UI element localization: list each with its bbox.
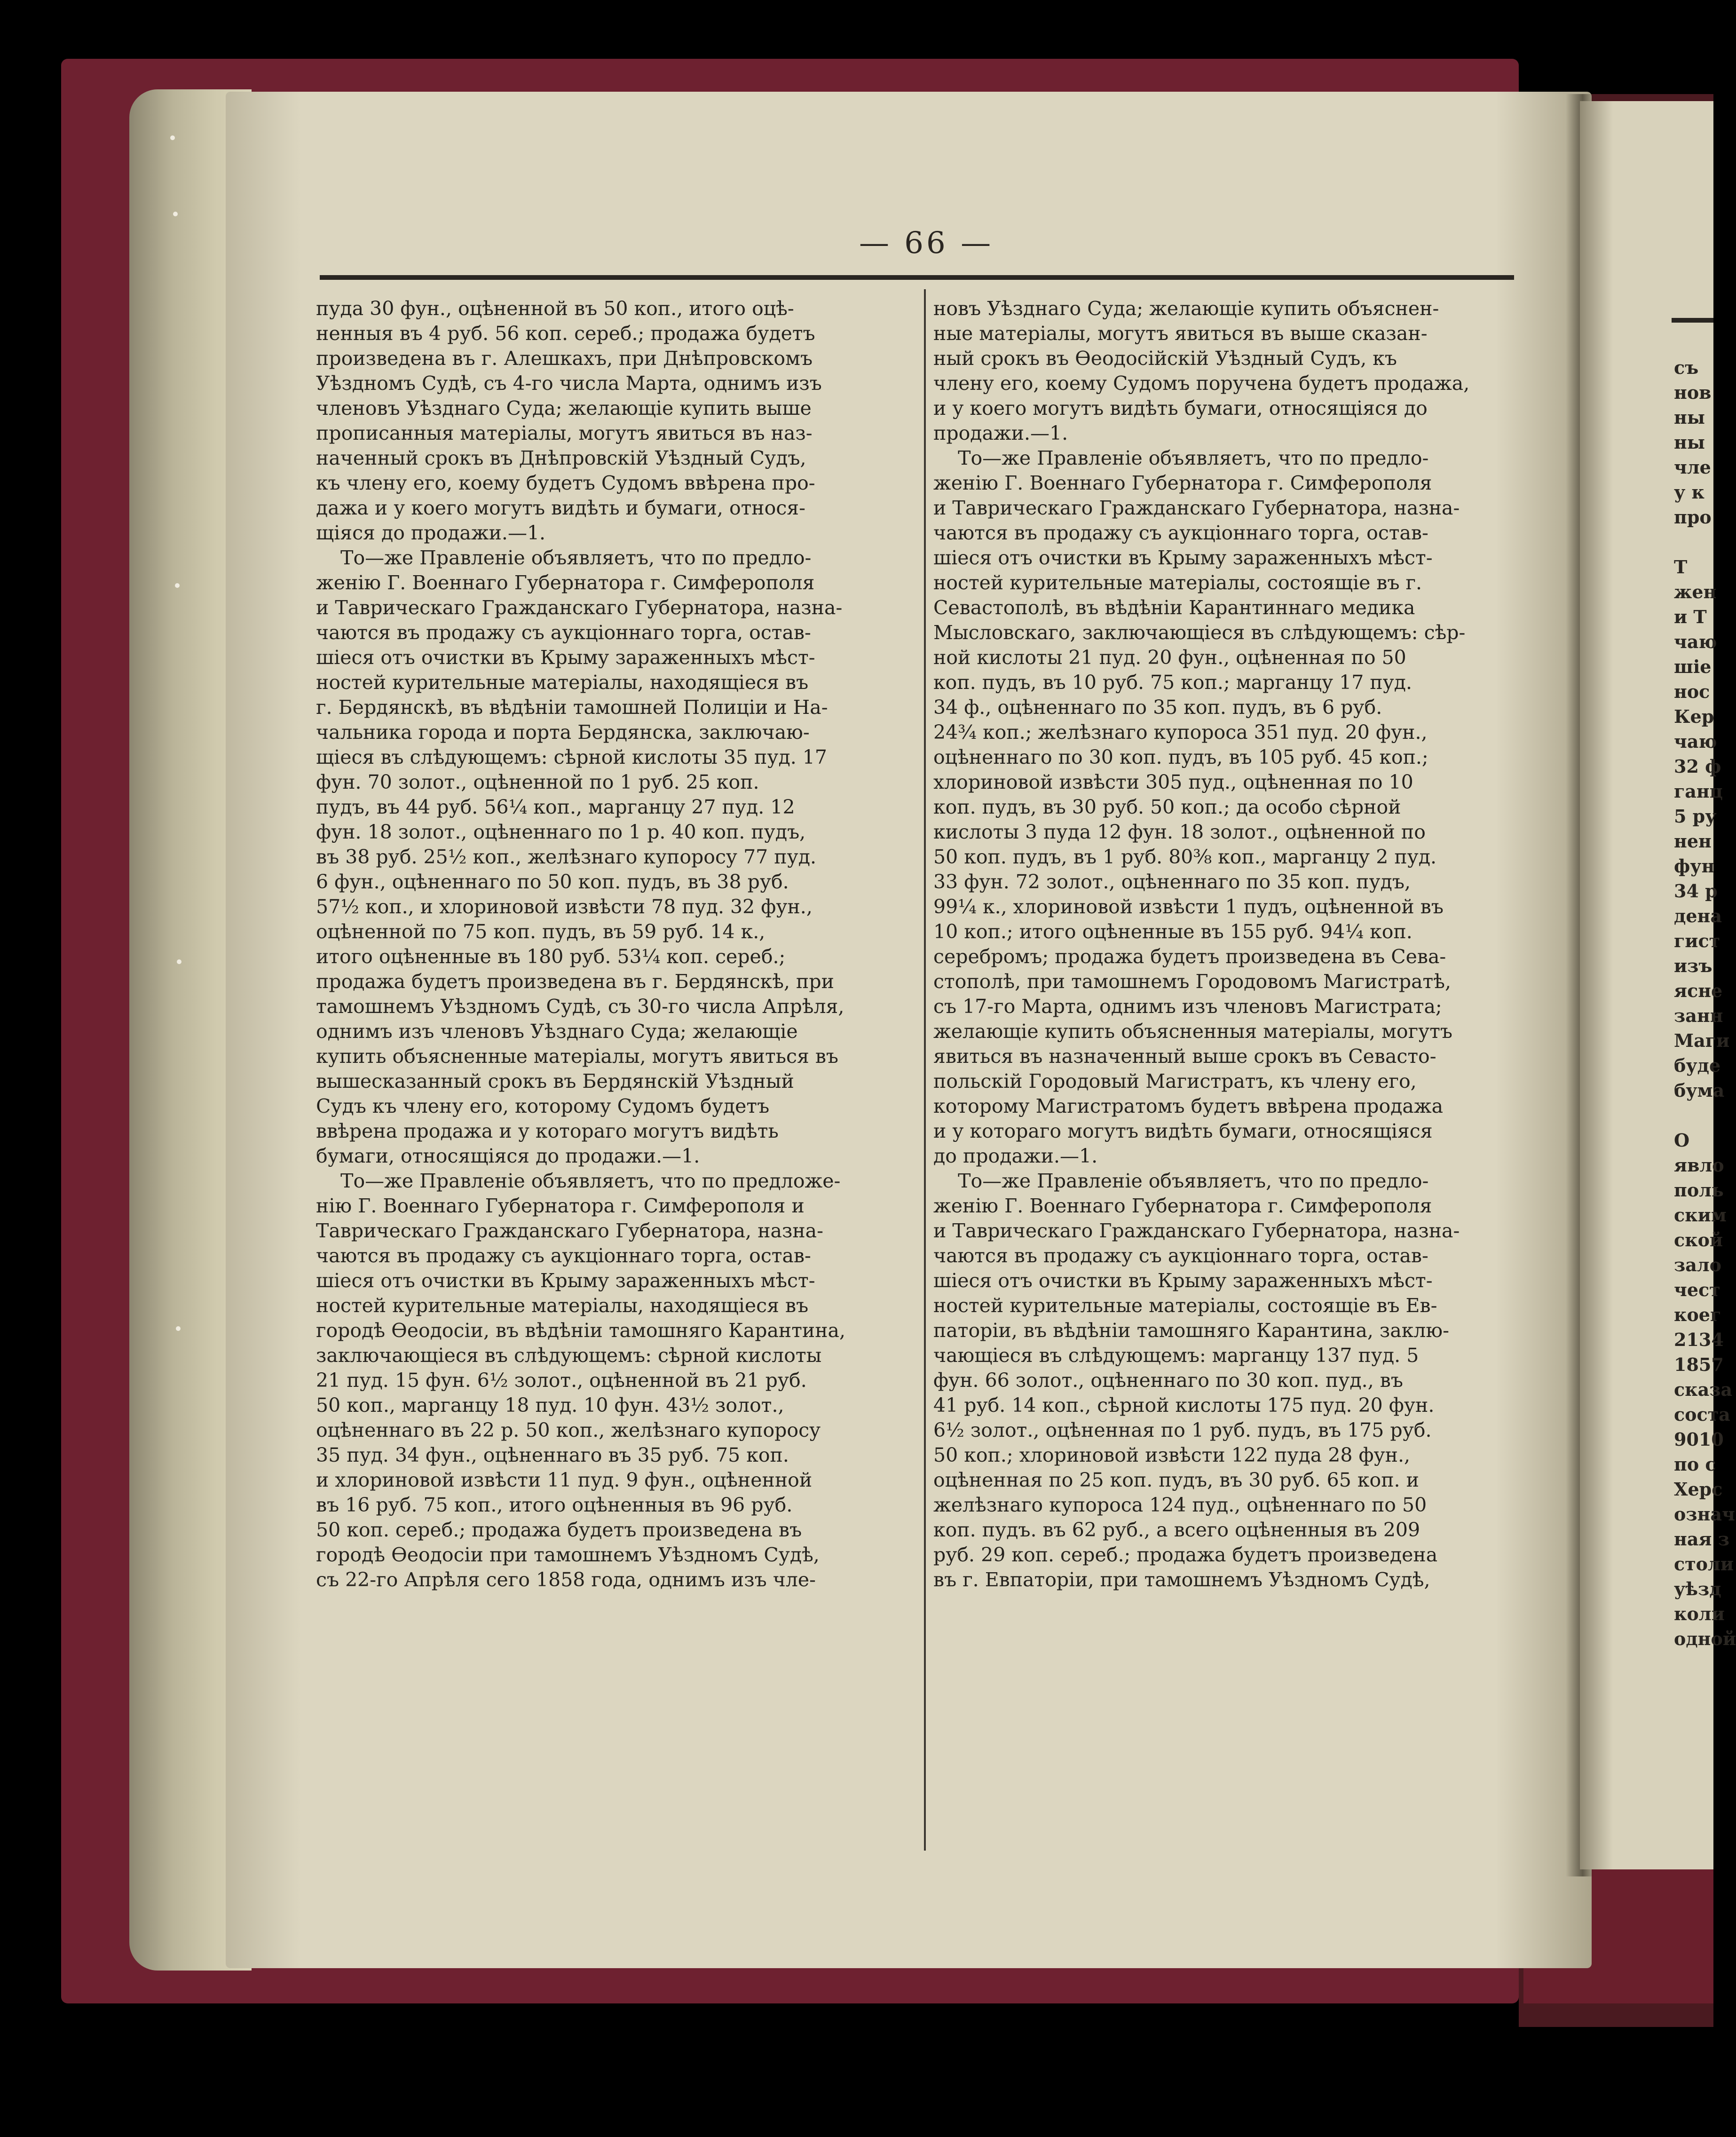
- scan-dust: [177, 959, 181, 964]
- scan-dust: [170, 135, 175, 140]
- scan-dust: [176, 1326, 181, 1331]
- next-page-text: съ нов ны ны чле у к про Т жен и Т чаю шіе нос Кер чаю 32 ф ганц 5 ру нен фун 34 р дена гист изъ ясне занн Маги буде бума О явло поль ским ской зало чест коег 2134 1857 сказа соста 9010 по с Херс означ ная з столи уѣзд коли одной: [1674, 357, 1736, 1649]
- scan-dust: [175, 583, 180, 588]
- next-page-header-rule: [1672, 318, 1713, 323]
- text-column-right: новъ Уѣзднаго Суда; желающіе купить объяснен- ные матеріалы, могутъ явиться въ выше сказан- ный срокъ въ Ѳеодосійскій Уѣздный Судъ, къ члену его, коему Судомъ поручена будетъ продажа, и у коего могутъ видѣть бумаги, относящіяся до продажи.—1. То—же Правленіе объявляетъ, что по предло- женію Г. Военнаго Губернатора г. Симферополя и Таврическаго Гражданскаго Губернатора, назна- чаются въ продажу съ аукціоннаго торга, остав- шіеся отъ очистки въ Крыму зараженныхъ мѣст- ностей курительные матеріалы, состоящіе въ г. Севастополѣ, въ вѣдѣніи Карантиннаго медика Мысловскаго, заключающіеся въ слѣдующемъ: сѣр- ной кислоты 21 пуд. 20 фун., оцѣненная по 50 коп. пудъ, въ 10 руб. 75 коп.; марганцу 17 пуд. 34 ф., оцѣненнаго по 35 коп. пудъ, въ 6 руб. 24¾ коп.; желѣзнаго купороса 351 пуд. 20 фун., оцѣненнаго по 30 коп. пудъ, въ 105 руб. 45 коп.; хлориновой извѣсти 305 пуд., оцѣненная по 10 коп. пудъ, въ 30 руб. 50 коп.; да особо сѣрной кислоты 3 пуда 12 фун. 18 золот., оцѣненной по 50 коп. пудъ, въ 1 руб. 80⅜ коп., марганцу 2 пуд. 33 фун. 72 золот., оцѣненнаго по 35 коп. пудъ, 99¼ к., хлориновой извѣсти 1 пудъ, оцѣненной въ 10 коп.; итого оцѣненные въ 155 руб. 94¼ коп. серебромъ; продажа будетъ произведена въ Сева- стополѣ, при тамошнемъ Городовомъ Магистратѣ, съ 17-го Марта, однимъ изъ членовъ Магистрата; желающіе купить объясненныя матеріалы, могутъ явиться въ назначенный выше срокъ въ Севасто- польскій Городовый Магистратъ, къ члену его, которому Магистратомъ будетъ ввѣрена продажа и у котораго могутъ видѣть бумаги, относящіяся до продажи.—1. То—же Правленіе объявляетъ, что по предло- женію Г. Военнаго Губернатора г. Симферополя и Таврическаго Гражданскаго Губернатора, назна- чаются въ продажу съ аукціоннаго торга, остав- шіеся отъ очистки въ Крыму зараженныхъ мѣст- ностей курительные матеріалы, состоящіе въ Ев- паторіи, въ вѣдѣніи тамошняго Карантина, заклю- чающіеся въ слѣдующемъ: марганцу 137 пуд. 5 фун. 66 золот., оцѣненнаго по 30 коп. пуд., въ 41 руб. 14 коп., сѣрной кислоты 175 пуд. 20 фун. 6½ золот., оцѣненная по 1 руб. пудъ, въ 175 руб. 50 коп.; хлориновой извѣсти 122 пуда 28 фун., оцѣненная по 25 коп. пудъ, въ 30 руб. 65 коп. и желѣзнаго купороса 124 пуд., оцѣненнаго по 50 коп. пудъ. въ 62 руб., а всего оцѣненныя въ 209 руб. 29 коп. сереб.; продажа будетъ произведена въ г. Евпаторіи, при тамошнемъ Уѣздномъ Судѣ,: [933, 297, 1470, 1591]
- text-column-left: пуда 30 фун., оцѣненной въ 50 коп., итого оцѣ- ненныя въ 4 руб. 56 коп. сереб.; продажа будетъ произведена въ г. Алешкахъ, при Днѣпровскомъ Уѣздномъ Судѣ, съ 4-го числа Марта, однимъ изъ членовъ Уѣзднаго Суда; желающіе купить выше прописанныя матеріалы, могутъ явиться въ наз- наченный срокъ въ Днѣпровскій Уѣздный Судъ, къ члену его, коему будетъ Судомъ ввѣрена про- дажа и у коего могутъ видѣть и бумаги, относя- щіяся до продажи.—1. То—же Правленіе объявляетъ, что по предло- женію Г. Военнаго Губернатора г. Симферополя и Таврическаго Гражданскаго Губернатора, назна- чаются въ продажу съ аукціоннаго торга, остав- шіеся отъ очистки въ Крыму зараженныхъ мѣст- ностей курительные матеріалы, находящіеся въ г. Бердянскѣ, въ вѣдѣніи тамошней Полиціи и На- чальника города и порта Бердянска, заключаю- щіеся въ слѣдующемъ: сѣрной кислоты 35 пуд. 17 фун. 70 золот., оцѣненной по 1 руб. 25 коп. пудъ, въ 44 руб. 56¼ коп., марганцу 27 пуд. 12 фун. 18 золот., оцѣненнаго по 1 р. 40 коп. пудъ, въ 38 руб. 25½ коп., желѣзнаго купоросу 77 пуд. 6 фун., оцѣненнаго по 50 коп. пудъ, въ 38 руб. 57½ коп., и хлориновой извѣсти 78 пуд. 32 фун., оцѣненной по 75 коп. пудъ, въ 59 руб. 14 к., итого оцѣненные въ 180 руб. 53¼ коп. сереб.; продажа будетъ произведена въ г. Бердянскѣ, при тамошнемъ Уѣздномъ Судѣ, съ 30-го числа Апрѣля, однимъ изъ членовъ Уѣзднаго Суда; желающіе купить объясненные матеріалы, могутъ явиться въ вышесказанный срокъ въ Бердянскій Уѣздный Судъ къ члену его, которому Судомъ будетъ ввѣрена продажа и у котораго могутъ видѣть бумаги, относящіяся до продажи.—1. То—же Правленіе объявляетъ, что по предложе- нію Г. Военнаго Губернатора г. Симферополя и Таврическаго Гражданскаго Губернатора, назна- чаются въ продажу съ аукціоннаго торга, остав- шіеся отъ очистки въ Крыму зараженныхъ мѣст- ностей курительные матеріалы, находящіеся въ городѣ Ѳеодосіи, въ вѣдѣніи тамошняго Карантина, заключающіеся въ слѣдующемъ: сѣрной кислоты 21 пуд. 15 фун. 6½ золот., оцѣненной въ 21 руб. 50 коп., марганцу 18 пуд. 10 фун. 43½ золот., оцѣненнаго въ 22 р. 50 коп., желѣзнаго купоросу 35 пуд. 34 фун., оцѣненнаго въ 35 руб. 75 коп. и хлориновой извѣсти 11 пуд. 9 фун., оцѣненной въ 16 руб. 75 коп., итого оцѣненныя въ 96 руб. 50 коп. сереб.; продажа будетъ произведена въ городѣ Ѳеодосіи при тамошнемъ Уѣздномъ Судѣ, съ 22-го Апрѣля сего 1858 года, однимъ изъ чле-: [316, 297, 846, 1591]
- column-divider: [924, 289, 926, 1851]
- scan-dust: [173, 212, 178, 216]
- header-rule: [320, 275, 1514, 280]
- page-number: — 66 —: [859, 226, 994, 261]
